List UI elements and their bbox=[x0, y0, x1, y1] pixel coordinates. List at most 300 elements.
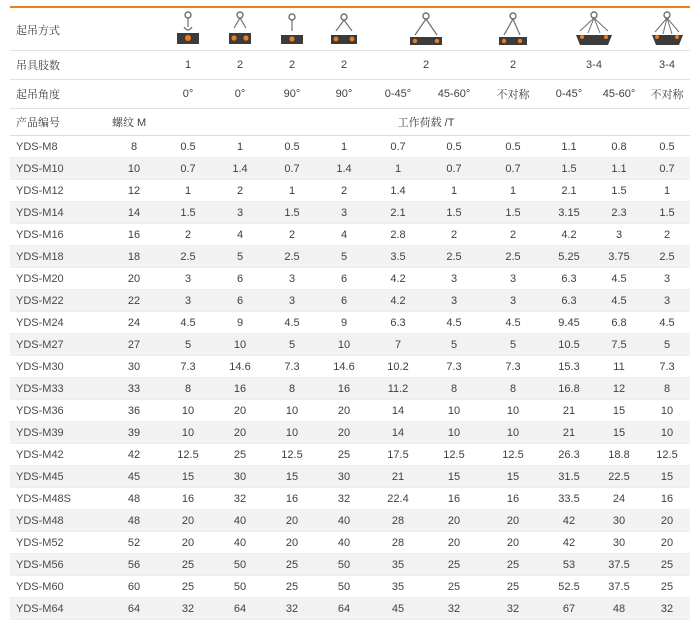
cell-load-c3: 3 bbox=[266, 268, 318, 290]
cell-load-c1: 12.5 bbox=[162, 444, 214, 466]
cell-load-c9: 22.5 bbox=[594, 466, 644, 488]
cell-load-c10: 2.5 bbox=[644, 246, 690, 268]
cell-thread-size: 48 bbox=[106, 488, 162, 510]
cell-thread-size: 30 bbox=[106, 356, 162, 378]
cell-load-c7: 2.5 bbox=[482, 246, 544, 268]
cell-load-c2: 64 bbox=[214, 598, 266, 620]
table-row bbox=[10, 356, 690, 378]
cell-load-c9: 1.5 bbox=[594, 180, 644, 202]
cell-thread-size: 22 bbox=[106, 290, 162, 312]
cell-load-c2: 40 bbox=[214, 532, 266, 554]
table-row bbox=[10, 598, 690, 620]
cell-load-c3: 5 bbox=[266, 334, 318, 356]
cell-load-c8: 26.3 bbox=[544, 444, 594, 466]
cell-load-c7: 0.7 bbox=[482, 158, 544, 180]
cell-product-code: YDS-M30 bbox=[10, 356, 106, 378]
leg-count-c2: 2 bbox=[214, 51, 266, 80]
cell-load-c1: 8 bbox=[162, 378, 214, 400]
cell-load-c5: 28 bbox=[370, 532, 426, 554]
cell-load-c8: 42 bbox=[544, 532, 594, 554]
cell-load-c10: 16 bbox=[644, 488, 690, 510]
cell-load-c7: 0.5 bbox=[482, 136, 544, 158]
cell-load-c3: 7.3 bbox=[266, 356, 318, 378]
table-row bbox=[10, 136, 690, 158]
cell-load-c8: 21 bbox=[544, 422, 594, 444]
cell-load-c1: 10 bbox=[162, 422, 214, 444]
table-row bbox=[10, 180, 690, 202]
cell-load-c4: 14.6 bbox=[318, 356, 370, 378]
cell-load-c7: 25 bbox=[482, 576, 544, 598]
col-product-header: 产品编号 bbox=[10, 109, 106, 136]
cell-thread-size: 36 bbox=[106, 400, 162, 422]
cell-load-c4: 16 bbox=[318, 378, 370, 400]
angle-c4: 90° bbox=[318, 80, 370, 109]
cell-load-c8: 1.1 bbox=[544, 136, 594, 158]
cell-load-c8: 6.3 bbox=[544, 268, 594, 290]
cell-load-c6: 4.5 bbox=[426, 312, 482, 334]
cell-load-c1: 0.7 bbox=[162, 158, 214, 180]
cell-load-c10: 12.5 bbox=[644, 444, 690, 466]
table-row bbox=[10, 554, 690, 576]
single-leg-vertical-icon bbox=[162, 11, 214, 49]
cell-load-c4: 3 bbox=[318, 202, 370, 224]
cell-load-c6: 16 bbox=[426, 488, 482, 510]
cell-load-c6: 3 bbox=[426, 268, 482, 290]
cell-load-c5: 35 bbox=[370, 554, 426, 576]
cell-load-c9: 2.3 bbox=[594, 202, 644, 224]
cell-load-c2: 4 bbox=[214, 224, 266, 246]
cell-product-code: YDS-M24 bbox=[10, 312, 106, 334]
cell-load-c9: 30 bbox=[594, 510, 644, 532]
cell-product-code: YDS-M10 bbox=[10, 158, 106, 180]
cell-load-c4: 20 bbox=[318, 422, 370, 444]
cell-load-c9: 11 bbox=[594, 356, 644, 378]
angle-c8: 0-45° bbox=[544, 80, 594, 109]
cell-load-c4: 50 bbox=[318, 554, 370, 576]
table-row bbox=[10, 202, 690, 224]
cell-load-c1: 2.5 bbox=[162, 246, 214, 268]
cell-load-c8: 53 bbox=[544, 554, 594, 576]
icon-cell-2 bbox=[214, 8, 266, 51]
cell-load-c2: 3 bbox=[214, 202, 266, 224]
icon-cell-1 bbox=[162, 8, 214, 51]
cell-thread-size: 18 bbox=[106, 246, 162, 268]
cell-thread-size: 56 bbox=[106, 554, 162, 576]
cell-load-c10: 10 bbox=[644, 400, 690, 422]
cell-load-c7: 5 bbox=[482, 334, 544, 356]
cell-load-c10: 15 bbox=[644, 466, 690, 488]
cell-load-c1: 15 bbox=[162, 466, 214, 488]
cell-load-c8: 5.25 bbox=[544, 246, 594, 268]
table-row bbox=[10, 510, 690, 532]
cell-product-code: YDS-M20 bbox=[10, 268, 106, 290]
cell-load-c6: 7.3 bbox=[426, 356, 482, 378]
cell-load-c1: 10 bbox=[162, 400, 214, 422]
cell-load-c7: 10 bbox=[482, 400, 544, 422]
cell-load-c1: 4.5 bbox=[162, 312, 214, 334]
cell-load-c6: 20 bbox=[426, 510, 482, 532]
cell-load-c5: 11.2 bbox=[370, 378, 426, 400]
cell-load-c1: 20 bbox=[162, 532, 214, 554]
cell-load-c6: 5 bbox=[426, 334, 482, 356]
cell-thread-size: 20 bbox=[106, 268, 162, 290]
cell-product-code: YDS-M18 bbox=[10, 246, 106, 268]
leg-count-c4: 2 bbox=[318, 51, 370, 80]
cell-thread-size: 8 bbox=[106, 136, 162, 158]
table-row bbox=[10, 334, 690, 356]
cell-load-c2: 14.6 bbox=[214, 356, 266, 378]
cell-load-c5: 2.1 bbox=[370, 202, 426, 224]
cell-load-c3: 0.5 bbox=[266, 136, 318, 158]
cell-thread-size: 52 bbox=[106, 532, 162, 554]
col-working-load-header: 工作荷载 /T bbox=[162, 109, 690, 136]
cell-product-code: YDS-M27 bbox=[10, 334, 106, 356]
cell-load-c2: 16 bbox=[214, 378, 266, 400]
cell-load-c5: 45 bbox=[370, 598, 426, 620]
double-leg-horizontal-icon bbox=[318, 11, 370, 49]
cell-product-code: YDS-M36 bbox=[10, 400, 106, 422]
icon-cell-7 bbox=[482, 8, 544, 51]
cell-load-c1: 0.5 bbox=[162, 136, 214, 158]
table-row bbox=[10, 268, 690, 290]
cell-load-c3: 20 bbox=[266, 532, 318, 554]
cell-load-c4: 4 bbox=[318, 224, 370, 246]
cell-load-c5: 1 bbox=[370, 158, 426, 180]
cell-load-c4: 40 bbox=[318, 532, 370, 554]
cell-load-c7: 1 bbox=[482, 180, 544, 202]
cell-load-c2: 25 bbox=[214, 444, 266, 466]
cell-load-c2: 30 bbox=[214, 466, 266, 488]
cell-load-c7: 25 bbox=[482, 554, 544, 576]
cell-load-c10: 0.7 bbox=[644, 158, 690, 180]
cell-load-c2: 1 bbox=[214, 136, 266, 158]
column-header-row bbox=[10, 109, 690, 136]
table-row bbox=[10, 312, 690, 334]
table-row bbox=[10, 224, 690, 246]
cell-load-c9: 1.1 bbox=[594, 158, 644, 180]
two-leg-angled-icon bbox=[370, 11, 482, 49]
cell-load-c10: 4.5 bbox=[644, 312, 690, 334]
cell-load-c1: 3 bbox=[162, 290, 214, 312]
cell-load-c4: 6 bbox=[318, 290, 370, 312]
cell-product-code: YDS-M42 bbox=[10, 444, 106, 466]
angle-c10: 不对称 bbox=[644, 80, 690, 109]
cell-load-c1: 3 bbox=[162, 268, 214, 290]
cell-product-code: YDS-M12 bbox=[10, 180, 106, 202]
cell-load-c3: 1 bbox=[266, 180, 318, 202]
angle-row bbox=[10, 80, 690, 109]
cell-load-c9: 37.5 bbox=[594, 554, 644, 576]
cell-load-c10: 5 bbox=[644, 334, 690, 356]
leg-count-c7: 2 bbox=[482, 51, 544, 80]
cell-load-c4: 20 bbox=[318, 400, 370, 422]
cell-product-code: YDS-M56 bbox=[10, 554, 106, 576]
cell-load-c6: 2.5 bbox=[426, 246, 482, 268]
cell-load-c9: 15 bbox=[594, 400, 644, 422]
cell-load-c6: 1 bbox=[426, 180, 482, 202]
cell-thread-size: 16 bbox=[106, 224, 162, 246]
cell-load-c6: 10 bbox=[426, 400, 482, 422]
cell-load-c6: 25 bbox=[426, 576, 482, 598]
table-row bbox=[10, 246, 690, 268]
angle-c2: 0° bbox=[214, 80, 266, 109]
leg-count-c5: 2 bbox=[370, 51, 482, 80]
cell-load-c9: 7.5 bbox=[594, 334, 644, 356]
table-row bbox=[10, 576, 690, 598]
cell-load-c3: 12.5 bbox=[266, 444, 318, 466]
cell-product-code: YDS-M45 bbox=[10, 466, 106, 488]
cell-load-c2: 20 bbox=[214, 422, 266, 444]
cell-thread-size: 14 bbox=[106, 202, 162, 224]
cell-load-c7: 16 bbox=[482, 488, 544, 510]
cell-load-c2: 10 bbox=[214, 334, 266, 356]
cell-load-c2: 2 bbox=[214, 180, 266, 202]
cell-load-c1: 20 bbox=[162, 510, 214, 532]
cell-load-c3: 0.7 bbox=[266, 158, 318, 180]
cell-thread-size: 64 bbox=[106, 598, 162, 620]
lifting-method-row bbox=[10, 8, 690, 51]
cell-product-code: YDS-M60 bbox=[10, 576, 106, 598]
cell-load-c4: 64 bbox=[318, 598, 370, 620]
cell-load-c1: 25 bbox=[162, 554, 214, 576]
cell-load-c8: 67 bbox=[544, 598, 594, 620]
cell-load-c9: 6.8 bbox=[594, 312, 644, 334]
cell-load-c6: 32 bbox=[426, 598, 482, 620]
cell-product-code: YDS-M52 bbox=[10, 532, 106, 554]
leg-count-c1: 1 bbox=[162, 51, 214, 80]
cell-thread-size: 27 bbox=[106, 334, 162, 356]
icon-cell-4 bbox=[318, 8, 370, 51]
cell-load-c6: 15 bbox=[426, 466, 482, 488]
cell-thread-size: 45 bbox=[106, 466, 162, 488]
two-leg-asymmetric-icon bbox=[482, 11, 544, 49]
cell-load-c6: 3 bbox=[426, 290, 482, 312]
cell-load-c3: 10 bbox=[266, 400, 318, 422]
table-row bbox=[10, 290, 690, 312]
angle-c7: 不对称 bbox=[482, 80, 544, 109]
cell-load-c3: 2.5 bbox=[266, 246, 318, 268]
icon-cell-5 bbox=[370, 8, 482, 51]
table-row bbox=[10, 378, 690, 400]
single-leg-horizontal-icon bbox=[266, 11, 318, 49]
cell-load-c1: 1 bbox=[162, 180, 214, 202]
angle-c1: 0° bbox=[162, 80, 214, 109]
table-row bbox=[10, 158, 690, 180]
cell-load-c4: 30 bbox=[318, 466, 370, 488]
icon-cell-3 bbox=[266, 8, 318, 51]
cell-load-c6: 12.5 bbox=[426, 444, 482, 466]
cell-load-c10: 20 bbox=[644, 532, 690, 554]
cell-load-c2: 9 bbox=[214, 312, 266, 334]
cell-load-c8: 4.2 bbox=[544, 224, 594, 246]
cell-load-c9: 30 bbox=[594, 532, 644, 554]
cell-load-c9: 12 bbox=[594, 378, 644, 400]
cell-load-c1: 25 bbox=[162, 576, 214, 598]
lifting-method-label: 起吊方式 bbox=[10, 8, 162, 51]
angle-label: 起吊角度 bbox=[10, 80, 162, 109]
cell-load-c6: 2 bbox=[426, 224, 482, 246]
cell-load-c2: 32 bbox=[214, 488, 266, 510]
table-body bbox=[10, 136, 690, 620]
cell-load-c7: 2 bbox=[482, 224, 544, 246]
cell-load-c7: 20 bbox=[482, 510, 544, 532]
cell-product-code: YDS-M33 bbox=[10, 378, 106, 400]
cell-load-c4: 5 bbox=[318, 246, 370, 268]
cell-load-c1: 7.3 bbox=[162, 356, 214, 378]
cell-thread-size: 33 bbox=[106, 378, 162, 400]
cell-load-c5: 28 bbox=[370, 510, 426, 532]
icon-cell-10 bbox=[644, 8, 690, 51]
cell-load-c8: 9.45 bbox=[544, 312, 594, 334]
cell-load-c8: 2.1 bbox=[544, 180, 594, 202]
cell-load-c5: 14 bbox=[370, 400, 426, 422]
cell-load-c5: 7 bbox=[370, 334, 426, 356]
table-row bbox=[10, 466, 690, 488]
cell-load-c5: 17.5 bbox=[370, 444, 426, 466]
cell-load-c10: 7.3 bbox=[644, 356, 690, 378]
cell-thread-size: 24 bbox=[106, 312, 162, 334]
cell-load-c10: 8 bbox=[644, 378, 690, 400]
cell-thread-size: 39 bbox=[106, 422, 162, 444]
cell-product-code: YDS-M39 bbox=[10, 422, 106, 444]
cell-load-c3: 32 bbox=[266, 598, 318, 620]
cell-load-c2: 50 bbox=[214, 554, 266, 576]
cell-load-c7: 1.5 bbox=[482, 202, 544, 224]
angle-c3: 90° bbox=[266, 80, 318, 109]
cell-load-c8: 52.5 bbox=[544, 576, 594, 598]
cell-load-c6: 20 bbox=[426, 532, 482, 554]
cell-load-c7: 7.3 bbox=[482, 356, 544, 378]
cell-load-c10: 3 bbox=[644, 290, 690, 312]
leg-count-c8: 3-4 bbox=[544, 51, 644, 80]
cell-load-c4: 10 bbox=[318, 334, 370, 356]
lifting-capacity-table bbox=[10, 8, 690, 620]
cell-load-c2: 20 bbox=[214, 400, 266, 422]
cell-load-c8: 21 bbox=[544, 400, 594, 422]
cell-load-c10: 1.5 bbox=[644, 202, 690, 224]
cell-load-c9: 0.8 bbox=[594, 136, 644, 158]
cell-load-c4: 9 bbox=[318, 312, 370, 334]
angle-c6: 45-60° bbox=[426, 80, 482, 109]
cell-load-c1: 5 bbox=[162, 334, 214, 356]
cell-load-c8: 33.5 bbox=[544, 488, 594, 510]
cell-load-c5: 6.3 bbox=[370, 312, 426, 334]
cell-thread-size: 12 bbox=[106, 180, 162, 202]
cell-load-c1: 2 bbox=[162, 224, 214, 246]
cell-load-c8: 42 bbox=[544, 510, 594, 532]
cell-load-c4: 6 bbox=[318, 268, 370, 290]
cell-load-c7: 15 bbox=[482, 466, 544, 488]
cell-load-c10: 20 bbox=[644, 510, 690, 532]
cell-load-c7: 20 bbox=[482, 532, 544, 554]
cell-load-c10: 32 bbox=[644, 598, 690, 620]
cell-load-c4: 1.4 bbox=[318, 158, 370, 180]
icon-cell-8 bbox=[544, 8, 644, 51]
cell-load-c4: 25 bbox=[318, 444, 370, 466]
cell-load-c8: 15.3 bbox=[544, 356, 594, 378]
cell-product-code: YDS-M48S bbox=[10, 488, 106, 510]
cell-thread-size: 48 bbox=[106, 510, 162, 532]
cell-load-c3: 4.5 bbox=[266, 312, 318, 334]
angle-c5: 0-45° bbox=[370, 80, 426, 109]
cell-load-c3: 10 bbox=[266, 422, 318, 444]
leg-count-label: 吊具肢数 bbox=[10, 51, 162, 80]
col-thread-header: 螺纹 M bbox=[106, 109, 162, 136]
cell-load-c4: 2 bbox=[318, 180, 370, 202]
cell-load-c5: 14 bbox=[370, 422, 426, 444]
cell-load-c8: 10.5 bbox=[544, 334, 594, 356]
leg-count-c10: 3-4 bbox=[644, 51, 690, 80]
cell-load-c10: 1 bbox=[644, 180, 690, 202]
cell-load-c2: 5 bbox=[214, 246, 266, 268]
cell-load-c9: 48 bbox=[594, 598, 644, 620]
cell-load-c6: 25 bbox=[426, 554, 482, 576]
cell-load-c7: 12.5 bbox=[482, 444, 544, 466]
cell-load-c3: 25 bbox=[266, 576, 318, 598]
cell-load-c5: 10.2 bbox=[370, 356, 426, 378]
cell-load-c10: 25 bbox=[644, 576, 690, 598]
four-leg-asymmetric-icon bbox=[644, 11, 690, 49]
cell-load-c1: 16 bbox=[162, 488, 214, 510]
cell-load-c8: 31.5 bbox=[544, 466, 594, 488]
cell-thread-size: 42 bbox=[106, 444, 162, 466]
cell-product-code: YDS-M48 bbox=[10, 510, 106, 532]
table-row bbox=[10, 532, 690, 554]
cell-load-c8: 6.3 bbox=[544, 290, 594, 312]
cell-load-c9: 37.5 bbox=[594, 576, 644, 598]
cell-load-c7: 32 bbox=[482, 598, 544, 620]
cell-load-c6: 0.5 bbox=[426, 136, 482, 158]
table-row bbox=[10, 422, 690, 444]
cell-load-c5: 4.2 bbox=[370, 290, 426, 312]
cell-load-c2: 6 bbox=[214, 290, 266, 312]
cell-product-code: YDS-M16 bbox=[10, 224, 106, 246]
cell-load-c5: 1.4 bbox=[370, 180, 426, 202]
single-leg-vertical-block-icon bbox=[214, 11, 266, 49]
cell-load-c9: 24 bbox=[594, 488, 644, 510]
cell-load-c5: 2.8 bbox=[370, 224, 426, 246]
cell-load-c4: 40 bbox=[318, 510, 370, 532]
cell-load-c4: 32 bbox=[318, 488, 370, 510]
cell-load-c5: 3.5 bbox=[370, 246, 426, 268]
cell-product-code: YDS-M22 bbox=[10, 290, 106, 312]
cell-load-c3: 1.5 bbox=[266, 202, 318, 224]
cell-load-c7: 4.5 bbox=[482, 312, 544, 334]
cell-load-c5: 35 bbox=[370, 576, 426, 598]
cell-load-c9: 4.5 bbox=[594, 268, 644, 290]
cell-load-c5: 22.4 bbox=[370, 488, 426, 510]
cell-load-c6: 8 bbox=[426, 378, 482, 400]
leg-count-row bbox=[10, 51, 690, 80]
table-row bbox=[10, 488, 690, 510]
cell-load-c3: 3 bbox=[266, 290, 318, 312]
table-row bbox=[10, 444, 690, 466]
cell-load-c8: 1.5 bbox=[544, 158, 594, 180]
four-leg-angled-icon bbox=[544, 11, 644, 49]
cell-load-c3: 8 bbox=[266, 378, 318, 400]
cell-product-code: YDS-M14 bbox=[10, 202, 106, 224]
cell-load-c8: 16.8 bbox=[544, 378, 594, 400]
cell-load-c2: 1.4 bbox=[214, 158, 266, 180]
cell-load-c3: 20 bbox=[266, 510, 318, 532]
cell-load-c5: 21 bbox=[370, 466, 426, 488]
cell-load-c9: 3.75 bbox=[594, 246, 644, 268]
leg-count-c3: 2 bbox=[266, 51, 318, 80]
cell-load-c1: 32 bbox=[162, 598, 214, 620]
cell-load-c10: 10 bbox=[644, 422, 690, 444]
angle-c9: 45-60° bbox=[594, 80, 644, 109]
cell-load-c6: 0.7 bbox=[426, 158, 482, 180]
